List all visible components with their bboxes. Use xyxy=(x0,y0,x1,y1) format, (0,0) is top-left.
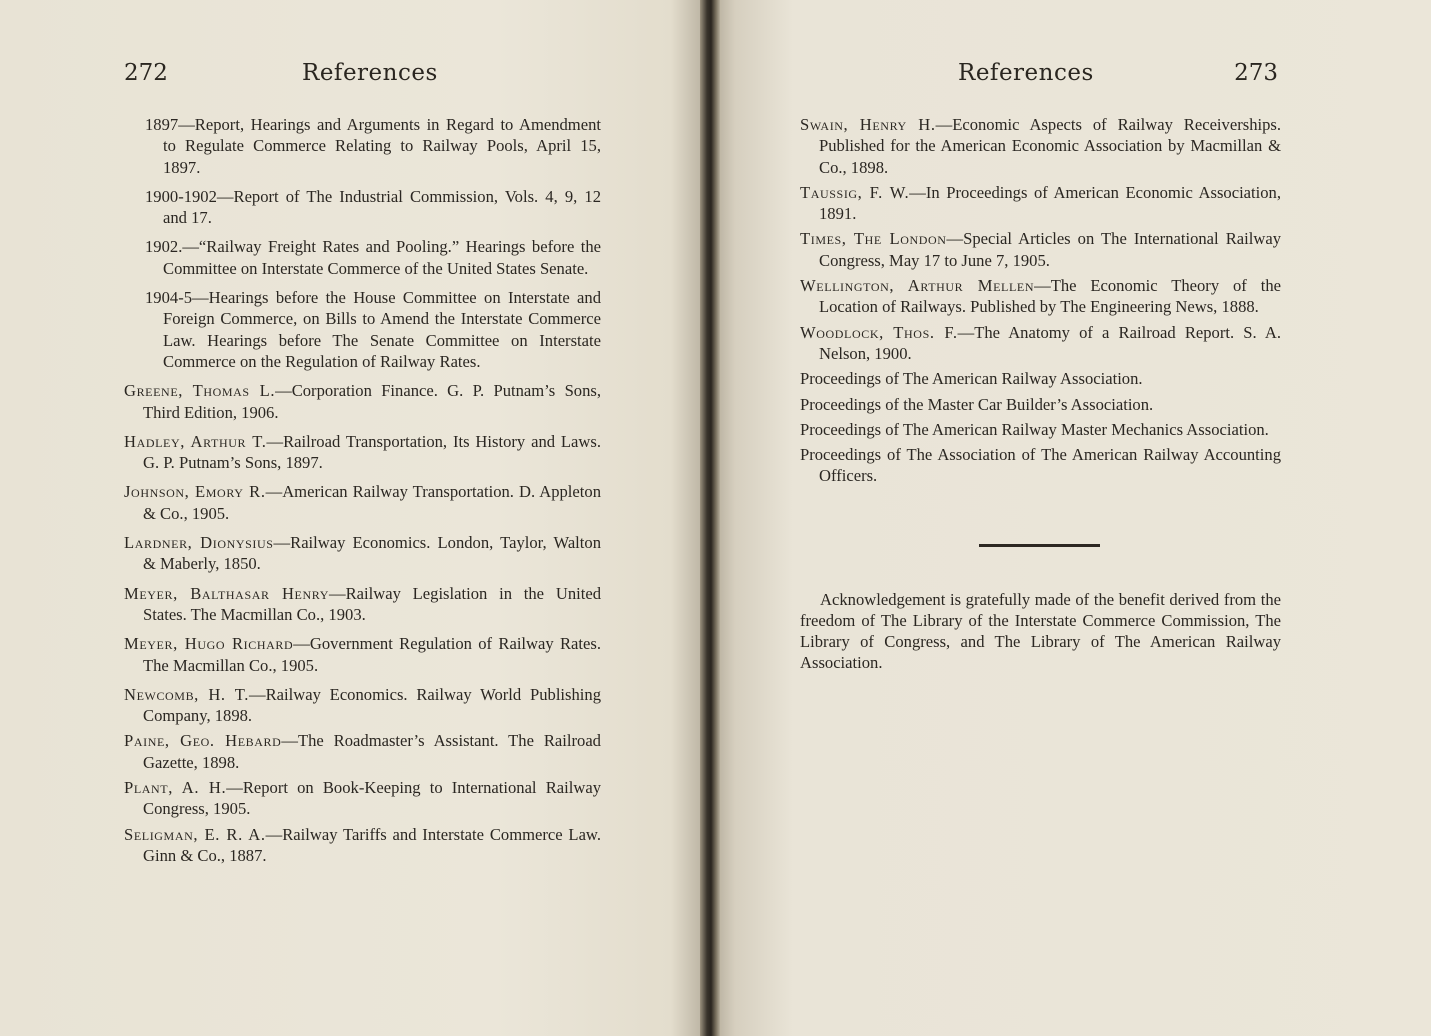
reference-entry xyxy=(145,114,601,178)
right-running-title: References xyxy=(958,60,1094,86)
reference-author: Lardner, Dionysius xyxy=(124,533,274,553)
reference-entry xyxy=(124,730,601,773)
reference-entry xyxy=(124,532,601,575)
reference-text: —Corporation Finance. G. P. Putnam’s Sons, Third Edition, 1906. xyxy=(143,381,601,422)
reference-author: Hadley, Arthur T. xyxy=(124,431,267,451)
reference-text: —Railroad Transportation, Its History and Laws. G. P. Putnam’s Sons, 1897. xyxy=(143,431,601,473)
reference-author: Wellington, Arthur Mellen xyxy=(800,276,1035,296)
reference-author: Swain, Henry H. xyxy=(800,115,936,134)
reference-text: —Government Regulation of Railway Rates. The Macmillan Co., 1905. xyxy=(143,634,601,675)
reference-text: 1897—Report, Hearings and Arguments in Regard to Amendment to Regulate Commerce Relating to Railway Pools, April 15, 1897. xyxy=(145,115,601,177)
reference-author: Meyer, Hugo Richard xyxy=(124,634,294,654)
reference-entry xyxy=(124,633,601,676)
left-running-head xyxy=(124,60,604,94)
reference-entry xyxy=(124,380,601,423)
reference-entry xyxy=(124,777,601,820)
reference-text: 1900-1902—Report of The Industrial Commission, Vols. 4, 9, 12 and 17. xyxy=(145,186,601,228)
reference-entry xyxy=(145,287,601,372)
reference-author: Greene, Thomas L. xyxy=(124,381,276,401)
reference-entry xyxy=(800,444,1281,487)
reference-author: Times, The London xyxy=(800,229,947,249)
reference-text: Proceedings of the Master Car Builder’s Association. xyxy=(800,394,1154,414)
reference-author: Newcomb, H. T. xyxy=(124,684,249,704)
reference-text: —The Anatomy of a Railroad Report. S. A. Nelson, 1900. xyxy=(819,322,1281,363)
reference-entry xyxy=(145,186,601,229)
reference-text: —Railway Tariffs and Interstate Commerce Law. Ginn & Co., 1887. xyxy=(143,824,601,865)
reference-author: Johnson, Emory R. xyxy=(124,482,266,502)
section-divider-rule xyxy=(979,544,1100,547)
reference-entry xyxy=(800,394,1281,415)
reference-text: —Special Articles on The International Railway Congress, May 17 to June 7, 1905. xyxy=(819,229,1281,270)
reference-entry xyxy=(800,419,1281,440)
left-page-number: 272 xyxy=(124,60,168,86)
reference-entry xyxy=(800,368,1281,389)
reference-entry xyxy=(124,684,601,727)
reference-text: —The Economic Theory of the Location of Railways. Published by The Engineering News, 1888. xyxy=(819,276,1281,317)
reference-text: —In Proceedings of American Economic Association, 1891. xyxy=(819,182,1282,224)
reference-entry xyxy=(145,236,601,279)
reference-text: 1904-5—Hearings before the House Committee on Interstate and Foreign Commerce, on Bills to Amend the Interstate Commerce Law. Hearings before The Senate Committee on Interstate Commerce on the Regulation of Railway Rates. xyxy=(145,288,601,371)
left-reference-list xyxy=(124,114,601,870)
reference-author: Seligman, E. R. A. xyxy=(124,824,266,844)
reference-author: Paine, Geo. Hebard xyxy=(124,731,282,751)
reference-text: Proceedings of The American Railway Master Mechanics Association. xyxy=(800,419,1269,439)
left-page xyxy=(0,0,706,1036)
right-running-head xyxy=(958,60,1278,94)
reference-entry xyxy=(800,182,1281,225)
reference-entry xyxy=(124,824,601,867)
reference-entry xyxy=(124,431,601,474)
reference-text: 1902.—“Railway Freight Rates and Pooling.” Hearings before the Committee on Interstate Commerce of the United States Senate. xyxy=(145,237,601,278)
reference-text: Proceedings of The American Railway Association. xyxy=(800,369,1143,389)
reference-text: Proceedings of The Association of The American Railway Accounting Officers. xyxy=(800,445,1281,486)
right-reference-list xyxy=(800,114,1281,491)
reference-author: Taussig, F. W. xyxy=(800,182,910,202)
reference-text: —Railway Economics. Railway World Publishing Company, 1898. xyxy=(143,684,601,726)
reference-text: —The Roadmaster’s Assistant. The Railroad Gazette, 1898. xyxy=(143,731,601,772)
left-running-title: References xyxy=(302,60,438,86)
reference-entry xyxy=(124,481,601,524)
reference-entry xyxy=(800,114,1281,178)
reference-text: —Railway Legislation in the United States. The Macmillan Co., 1903. xyxy=(143,583,601,624)
reference-entry xyxy=(800,275,1281,318)
reference-entry xyxy=(800,322,1281,365)
reference-text: —Economic Aspects of Railway Receiverships. Published for the American Economic Association by Macmillan & Co., 1898. xyxy=(819,115,1282,177)
reference-text: —American Railway Transportation. D. Appleton & Co., 1905. xyxy=(143,482,601,523)
right-page xyxy=(706,0,1431,1036)
reference-author: Meyer, Balthasar Henry xyxy=(124,583,329,603)
reference-text: —Railway Economics. London, Taylor, Walton & Maberly, 1850. xyxy=(143,533,601,574)
reference-author: Woodlock, Thos. F. xyxy=(800,322,958,342)
reference-text: —Report on Book-Keeping to International Railway Congress, 1905. xyxy=(143,778,601,819)
reference-author: Plant, A. H. xyxy=(124,778,227,798)
acknowledgement-paragraph: Acknowledgement is gratefully made of the benefit derived from the freedom of The Library of the Interstate Commerce Commission, The Library of Congress, and The Library of The American Railway Association. xyxy=(800,589,1281,673)
reference-entry xyxy=(124,583,601,626)
right-page-number: 273 xyxy=(1234,60,1278,86)
reference-entry xyxy=(800,228,1281,271)
book-gutter xyxy=(700,0,720,1036)
